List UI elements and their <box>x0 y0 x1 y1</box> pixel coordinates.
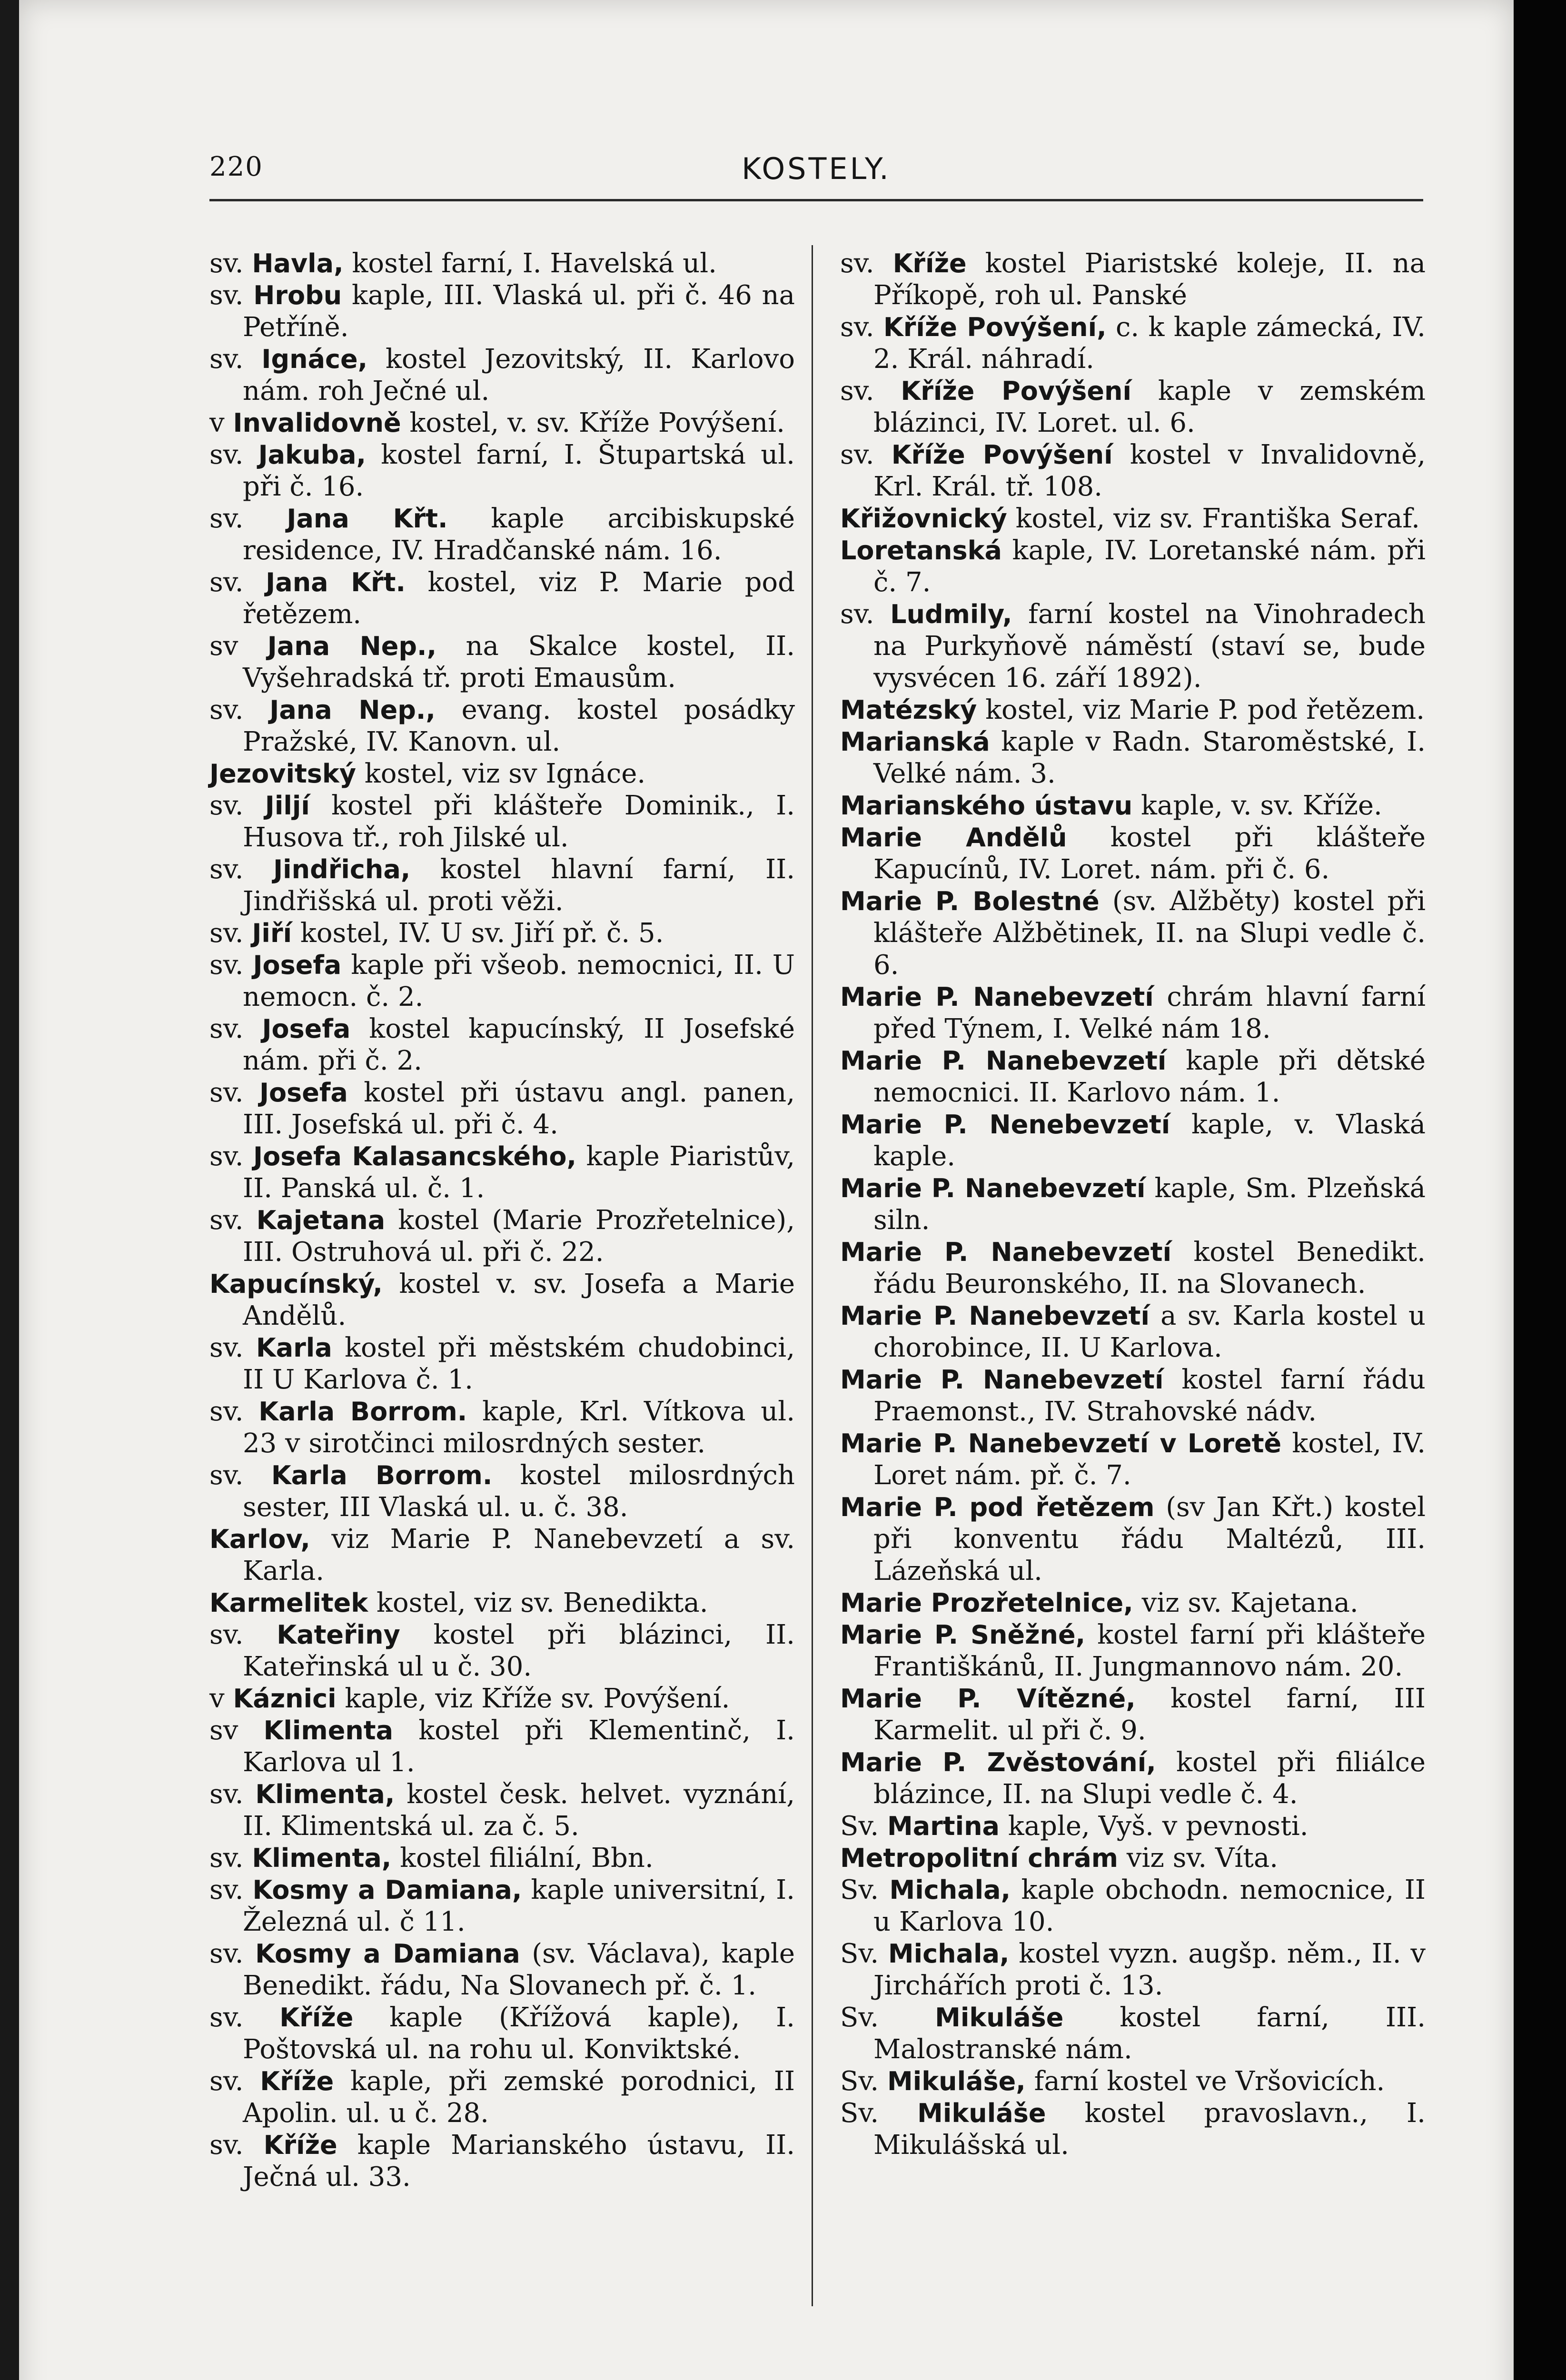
entry-text: viz sv. Kajetana. <box>1133 1587 1358 1618</box>
index-entry <box>209 2129 795 2193</box>
entry-prefix: Sv. <box>840 2098 918 2129</box>
index-entry <box>840 790 1426 822</box>
entry-text: kaple arcibiskupské residence, IV. Hradčanské nám. 16. <box>243 503 795 566</box>
index-entry <box>840 439 1426 503</box>
index-entry <box>840 598 1426 694</box>
index-entry <box>209 758 795 790</box>
entry-text: kostel, viz P. Marie pod řetězem. <box>243 567 795 630</box>
index-entry <box>209 694 795 758</box>
index-entry <box>209 917 795 949</box>
index-entry <box>209 407 795 439</box>
entry-text: kaple, v. Vlaská kaple. <box>873 1109 1426 1172</box>
index-entry <box>209 1396 795 1459</box>
entry-text: (sv. Alžběty) kostel při klášteře Alžbětinek, II. na Slupi vedle č. 6. <box>873 886 1426 981</box>
entry-text: kaple obchodn. nemocnice, II u Karlova 10. <box>873 1874 1426 1937</box>
entry-prefix: sv. <box>209 1013 262 1044</box>
index-entry <box>840 2065 1426 2097</box>
entry-name: Karla Borrom. <box>258 1397 467 1427</box>
entry-prefix: sv. <box>209 2002 280 2033</box>
scan-edge <box>1514 0 1566 2380</box>
entry-text: kostel, v. sv. Kříže Povýšení. <box>401 407 785 438</box>
entry-prefix: sv. <box>209 2130 264 2161</box>
entry-name: Kosmy a Damiana <box>255 1939 520 1969</box>
entry-name: Karla <box>256 1333 332 1363</box>
entry-text: kostel pravoslavn., I. Mikulášská ul. <box>873 2098 1426 2161</box>
entry-text: kostel při městském chudobinci, II U Karlova č. 1. <box>243 1332 795 1395</box>
index-entry <box>840 1746 1426 1810</box>
entry-text: kostel v. sv. Josefa a Marie Andělů. <box>243 1269 795 1331</box>
index-entry <box>209 2065 795 2129</box>
page-title: KOSTELY. <box>742 151 891 186</box>
index-entry <box>840 885 1426 981</box>
left-column <box>209 248 795 2193</box>
entry-name: Jindřicha, <box>273 854 411 884</box>
entry-text: viz Marie P. Nanebevzetí a sv. Karla. <box>243 1524 795 1587</box>
entry-name: Invalidovně <box>233 408 401 438</box>
entry-text: kostel při filiálce blázince, II. na Slupi vedle č. 4. <box>873 1747 1426 1810</box>
index-entry <box>209 1140 795 1204</box>
entry-text: kostel milosrdných sester, III Vlaská ul. u. č. 38. <box>243 1460 795 1523</box>
index-entry <box>209 1619 795 1683</box>
entry-text: kostel farní, I. Havelská ul. <box>343 248 717 279</box>
entry-prefix: sv. <box>209 1332 256 1363</box>
index-entry <box>209 790 795 853</box>
entry-text: kaple universitní, I. Železná ul. č 11. <box>243 1874 795 1937</box>
entry-text: kostel, IV. U sv. Jiří př. č. 5. <box>292 918 664 949</box>
entry-name: Kapucínský, <box>209 1269 383 1299</box>
index-entry <box>209 1938 795 2002</box>
index-entry <box>840 1045 1426 1109</box>
entry-prefix: sv. <box>840 312 883 343</box>
entry-prefix: sv. <box>209 1077 259 1108</box>
entry-name: Kříže Povýšení <box>901 376 1132 406</box>
entry-prefix: Sv. <box>840 2066 887 2097</box>
entry-prefix: sv. <box>209 918 252 949</box>
entry-name: Marie P. Nanebevzetí <box>840 1365 1164 1395</box>
entry-name: Kříže <box>263 2130 337 2160</box>
entry-prefix: sv. <box>209 1779 256 1810</box>
index-entry <box>840 981 1426 1045</box>
entry-prefix: sv. <box>209 694 270 725</box>
entry-prefix: sv. <box>209 280 254 311</box>
entry-text: (sv Jan Křt.) kostel při konventu řádu Maltézů, III. Lázeňská ul. <box>873 1492 1426 1587</box>
entry-name: Klimenta, <box>255 1779 395 1809</box>
entry-name: Josefa <box>259 1078 348 1108</box>
entry-text: kaple v Radn. Staroměstské, I. Velké nám. 3. <box>873 726 1426 789</box>
entry-prefix: sv. <box>209 1460 271 1491</box>
column-divider <box>812 245 813 2306</box>
index-entry <box>840 375 1426 439</box>
entry-name: Marianského ústavu <box>840 791 1133 821</box>
entry-name: Marie Andělů <box>840 823 1067 853</box>
entry-name: Matézský <box>840 695 977 725</box>
entry-text: (sv. Václava), kaple Benedikt. řádu, Na Slovanech př. č. 1. <box>243 1938 795 2001</box>
entry-name: Kosmy a Damiana, <box>252 1875 522 1905</box>
entry-name: Kajetana <box>256 1205 386 1235</box>
entry-prefix: sv. <box>209 1141 254 1172</box>
entry-prefix: sv. <box>209 1938 256 1969</box>
entry-text: kaple Piaristův, II. Panská ul. č. 1. <box>243 1141 795 1204</box>
entry-name: Klimenta, <box>252 1843 392 1873</box>
entry-prefix: sv. <box>209 503 287 534</box>
entry-name: Marie P. pod řetězem <box>840 1492 1155 1522</box>
index-entry <box>840 1491 1426 1587</box>
entry-name: Josefa <box>253 950 342 980</box>
entry-prefix: sv <box>209 1715 264 1746</box>
entry-name: Marie P. Sněžné, <box>840 1620 1086 1650</box>
entry-text: farní kostel ve Vršovicích. <box>1025 2066 1385 2097</box>
index-entry <box>209 1683 795 1715</box>
index-entry <box>209 279 795 343</box>
index-entry <box>840 1842 1426 1874</box>
entry-prefix: sv. <box>209 439 258 470</box>
index-entry <box>840 694 1426 726</box>
index-entry <box>840 1683 1426 1746</box>
index-entry <box>209 1077 795 1140</box>
entry-text: na Skalce kostel, II. Vyšehradská tř. proti Emausům. <box>243 631 795 694</box>
entry-name: Kříže <box>279 2003 354 2033</box>
entry-name: Martina <box>887 1811 1000 1841</box>
entry-text: kostel vyzn. augšp. něm., II. v Jirchářích proti č. 13. <box>873 1938 1426 2001</box>
index-entry <box>209 1778 795 1842</box>
entry-name: Jiří <box>252 918 292 948</box>
entry-prefix: sv. <box>209 1874 253 1905</box>
index-entry <box>840 311 1426 375</box>
index-entry <box>209 439 795 503</box>
entry-name: Kříže Povýšení, <box>883 312 1107 342</box>
entry-prefix: sv. <box>209 854 274 885</box>
entry-name: Loretanská <box>840 536 1002 565</box>
header-rule <box>209 199 1423 201</box>
index-entry <box>840 1364 1426 1428</box>
entry-text: kaple (Křížová kaple), I. Poštovská ul. na rohu ul. Konviktské. <box>243 2002 795 2065</box>
entry-name: Josefa Kalasancského, <box>253 1141 576 1171</box>
index-entry <box>209 1459 795 1523</box>
index-entry <box>209 566 795 630</box>
entry-text: kostel, viz sv. Benedikta. <box>368 1587 708 1618</box>
entry-text: viz sv. Víta. <box>1118 1843 1279 1874</box>
entry-prefix: sv. <box>209 567 266 598</box>
entry-prefix: Sv. <box>840 1938 888 1969</box>
entry-prefix: sv. <box>840 599 891 630</box>
index-entry <box>209 1332 795 1396</box>
entry-text: kostel filiální, Bbn. <box>391 1843 654 1874</box>
entry-name: Josefa <box>262 1014 351 1044</box>
entry-name: Marie P. Nanebevzetí <box>840 1301 1150 1331</box>
entry-prefix: sv. <box>840 248 893 279</box>
entry-name: Marie P. Nanebevzetí <box>840 1237 1172 1267</box>
entry-name: Klimenta <box>263 1716 394 1745</box>
entry-name: Marie P. Nenebevzetí <box>840 1110 1170 1140</box>
entry-name: Jezovitský <box>209 759 357 789</box>
entry-text: kostel, viz sv. Františka Seraf. <box>1007 503 1420 534</box>
index-entry <box>209 630 795 694</box>
entry-name: Jana Křt. <box>287 504 448 534</box>
entry-prefix: Sv. <box>840 2002 935 2033</box>
entry-name: Marianská <box>840 727 990 757</box>
entry-text: kaple, Vyš. v pevnosti. <box>999 1811 1308 1842</box>
entry-text: kaple při všeob. nemocnici, II. U nemocn. č. 2. <box>243 950 795 1012</box>
page-header <box>209 151 1423 189</box>
entry-text: kaple, IV. Loretanské nám. při č. 7. <box>873 535 1426 598</box>
entry-name: Marie P. Zvěstování, <box>840 1747 1156 1777</box>
entry-text: kostel, IV. Loret nám. př. č. 7. <box>873 1428 1426 1491</box>
index-entry <box>209 343 795 407</box>
entry-text: kostel farní, III Karmelit. ul při č. 9. <box>873 1683 1426 1746</box>
entry-text: kostel česk. helvet. vyznání, II. Klimentská ul. za č. 5. <box>243 1779 795 1842</box>
entry-name: Marie P. Vítězné, <box>840 1684 1136 1714</box>
entry-text: farní kostel na Vinohradech na Purkyňově náměstí (staví se, bude vysvécen 16. září 1892). <box>873 599 1426 694</box>
entry-prefix: v <box>209 407 233 438</box>
index-entry <box>209 248 795 279</box>
entry-name: Jiljí <box>265 791 310 821</box>
entry-name: Marie P. Nanebevzetí <box>840 1173 1146 1203</box>
entry-prefix: sv. <box>209 1619 277 1650</box>
index-entry <box>209 1587 795 1619</box>
entry-prefix: sv. <box>840 376 901 407</box>
entry-name: Karmelitek <box>209 1588 368 1618</box>
index-entry <box>840 822 1426 885</box>
entry-text: c. k kaple zámecká, IV. 2. Král. náhradí. <box>873 312 1426 375</box>
index-entry <box>840 248 1426 311</box>
entry-name: Kateřiny <box>277 1620 400 1650</box>
entry-name: Ludmily, <box>890 599 1012 629</box>
entry-text: kostel hlavní farní, II. Jindřišská ul. proti věži. <box>243 854 795 917</box>
entry-prefix: sv. <box>840 439 892 470</box>
entry-text: kostel Jezovitský, II. Karlovo nám. roh Ječné ul. <box>243 344 795 407</box>
index-entry <box>840 1172 1426 1236</box>
entry-prefix: sv. <box>209 2066 260 2097</box>
entry-name: Karlov, <box>209 1524 310 1554</box>
entry-prefix: sv. <box>209 1843 252 1874</box>
entry-name: Mikuláše <box>917 2098 1046 2128</box>
entry-name: Marie Prozřetelnice, <box>840 1588 1133 1618</box>
index-entry <box>209 2002 795 2065</box>
index-entry <box>209 853 795 917</box>
index-entry <box>209 1874 795 1938</box>
index-entry <box>840 1587 1426 1619</box>
entry-text: kaple, Krl. Vítkova ul. 23 v sirotčinci milosrdných sester. <box>243 1396 795 1459</box>
entry-text: chrám hlavní farní před Týnem, I. Velké nám 18. <box>873 982 1426 1044</box>
entry-text: kaple při dětské nemocnici. II. Karlovo nám. 1. <box>873 1045 1426 1108</box>
entry-text: evang. kostel posádky Pražské, IV. Kanovn. ul. <box>243 694 795 757</box>
entry-text: kostel farní, III. Malostranské nám. <box>873 2002 1426 2065</box>
entry-prefix: sv. <box>209 344 262 375</box>
entry-name: Jana Nep., <box>267 631 437 661</box>
entry-prefix: Sv. <box>840 1811 887 1842</box>
index-entry <box>209 949 795 1013</box>
index-entry <box>840 1109 1426 1172</box>
entry-text: kaple, při zemské porodnici, II Apolin. ul. u č. 28. <box>243 2066 795 2129</box>
index-entry <box>209 1842 795 1874</box>
index-entry <box>840 2002 1426 2065</box>
entry-name: Kříže <box>892 248 967 278</box>
entry-text: kaple Marianského ústavu, II. Ječná ul. 33. <box>243 2130 795 2192</box>
index-entry <box>209 1268 795 1332</box>
entry-name: Kříže <box>260 2066 334 2096</box>
entry-text: kostel farní, I. Štupartská ul. při č. 16. <box>243 439 795 502</box>
index-entry <box>840 1300 1426 1364</box>
entry-prefix: sv <box>209 631 268 662</box>
entry-text: kostel při klášteře Dominik., I. Husova tř., roh Jilské ul. <box>243 790 795 853</box>
index-entry <box>840 503 1426 535</box>
entry-text: kostel, viz Marie P. pod řetězem. <box>977 694 1425 725</box>
index-entry <box>840 1236 1426 1300</box>
entry-name: Marie P. Nanebevzetí <box>840 1046 1167 1076</box>
entry-text: kaple, viz Kříže sv. Povýšení. <box>336 1683 730 1714</box>
index-entry <box>209 503 795 566</box>
entry-name: Káznici <box>233 1684 337 1714</box>
entry-name: Hrobu <box>253 280 342 310</box>
index-entry <box>840 2097 1426 2161</box>
entry-name: Ignáce, <box>261 344 368 374</box>
index-entry <box>209 1204 795 1268</box>
index-entry <box>840 1810 1426 1842</box>
entry-prefix: sv. <box>209 1205 257 1236</box>
entry-name: Mikuláše, <box>887 2066 1026 2096</box>
index-entry <box>840 1428 1426 1491</box>
entry-name: Kříže Povýšení <box>891 440 1113 470</box>
entry-text: kostel při Klementinč, I. Karlova ul 1. <box>243 1715 795 1778</box>
entry-name: Havla, <box>252 248 344 278</box>
index-entry <box>840 1874 1426 1938</box>
entry-text: kostel při klášteře Kapucínů, IV. Loret. nám. při č. 6. <box>873 822 1426 885</box>
entry-text: kostel Benedikt. řádu Beuronského, II. na Slovanech. <box>873 1237 1426 1299</box>
entry-name: Marie P. Nanebevzetí <box>840 982 1154 1012</box>
entry-prefix: sv. <box>209 790 265 821</box>
entry-name: Metropolitní chrám <box>840 1843 1119 1873</box>
entry-name: Karla Borrom. <box>271 1460 493 1490</box>
right-column <box>840 248 1426 2161</box>
entry-prefix: sv. <box>209 248 252 279</box>
index-entry <box>209 1013 795 1077</box>
entry-text: kaple v zemském blázinci, IV. Loret. ul. 6. <box>873 376 1426 438</box>
index-entry <box>209 1523 795 1587</box>
entry-name: Jana Křt. <box>266 567 406 597</box>
entry-text: kostel (Marie Prozřetelnice), III. Ostruhová ul. při č. 22. <box>243 1205 795 1268</box>
entry-name: Jana Nep., <box>269 695 436 725</box>
index-entry <box>209 1715 795 1778</box>
index-entry <box>840 726 1426 790</box>
entry-text: kostel, viz sv Ignáce. <box>356 758 646 789</box>
index-entry <box>840 1938 1426 2002</box>
entry-name: Křižovnický <box>840 504 1007 534</box>
page-number: 220 <box>209 151 263 182</box>
entry-prefix: sv. <box>209 950 253 981</box>
index-entry <box>840 1619 1426 1683</box>
entry-text: kostel při ústavu angl. panen, III. Josefská ul. při č. 4. <box>243 1077 795 1140</box>
entry-name: Mikuláše <box>935 2003 1064 2033</box>
entry-name: Marie P. Nanebevzetí v Loretě <box>840 1428 1282 1458</box>
entry-prefix: Sv. <box>840 1874 890 1905</box>
entry-text: kostel farní při klášteře Františkánů, II. Jungmannovo nám. 20. <box>873 1619 1426 1682</box>
entry-text: kostel farní řádu Praemonst., IV. Strahovské nádv. <box>873 1364 1426 1427</box>
entry-text: kostel kapucínský, II Josefské nám. při č. 2. <box>243 1013 795 1076</box>
entry-name: Marie P. Bolestné <box>840 886 1100 916</box>
entry-name: Michala, <box>889 1875 1011 1905</box>
entry-text: kaple, III. Vlaská ul. při č. 46 na Petříně. <box>243 280 795 343</box>
entry-text: kaple, Sm. Plzeňská siln. <box>873 1173 1426 1236</box>
entry-text: kostel při blázinci, II. Kateřinská ul u č. 30. <box>243 1619 795 1682</box>
entry-text: kostel Piaristské koleje, II. na Příkopě, roh ul. Panské <box>873 248 1426 311</box>
entry-prefix: v <box>209 1683 233 1714</box>
entry-name: Michala, <box>888 1939 1010 1969</box>
entry-prefix: sv. <box>209 1396 259 1427</box>
entry-text: a sv. Karla kostel u chorobince, II. U Karlova. <box>873 1300 1426 1363</box>
entry-name: Jakuba, <box>258 440 367 470</box>
index-entry <box>840 535 1426 598</box>
entry-text: kaple, v. sv. Kříže. <box>1132 790 1382 821</box>
entry-text: kostel v Invalidovně, Krl. Král. tř. 108. <box>873 439 1426 502</box>
